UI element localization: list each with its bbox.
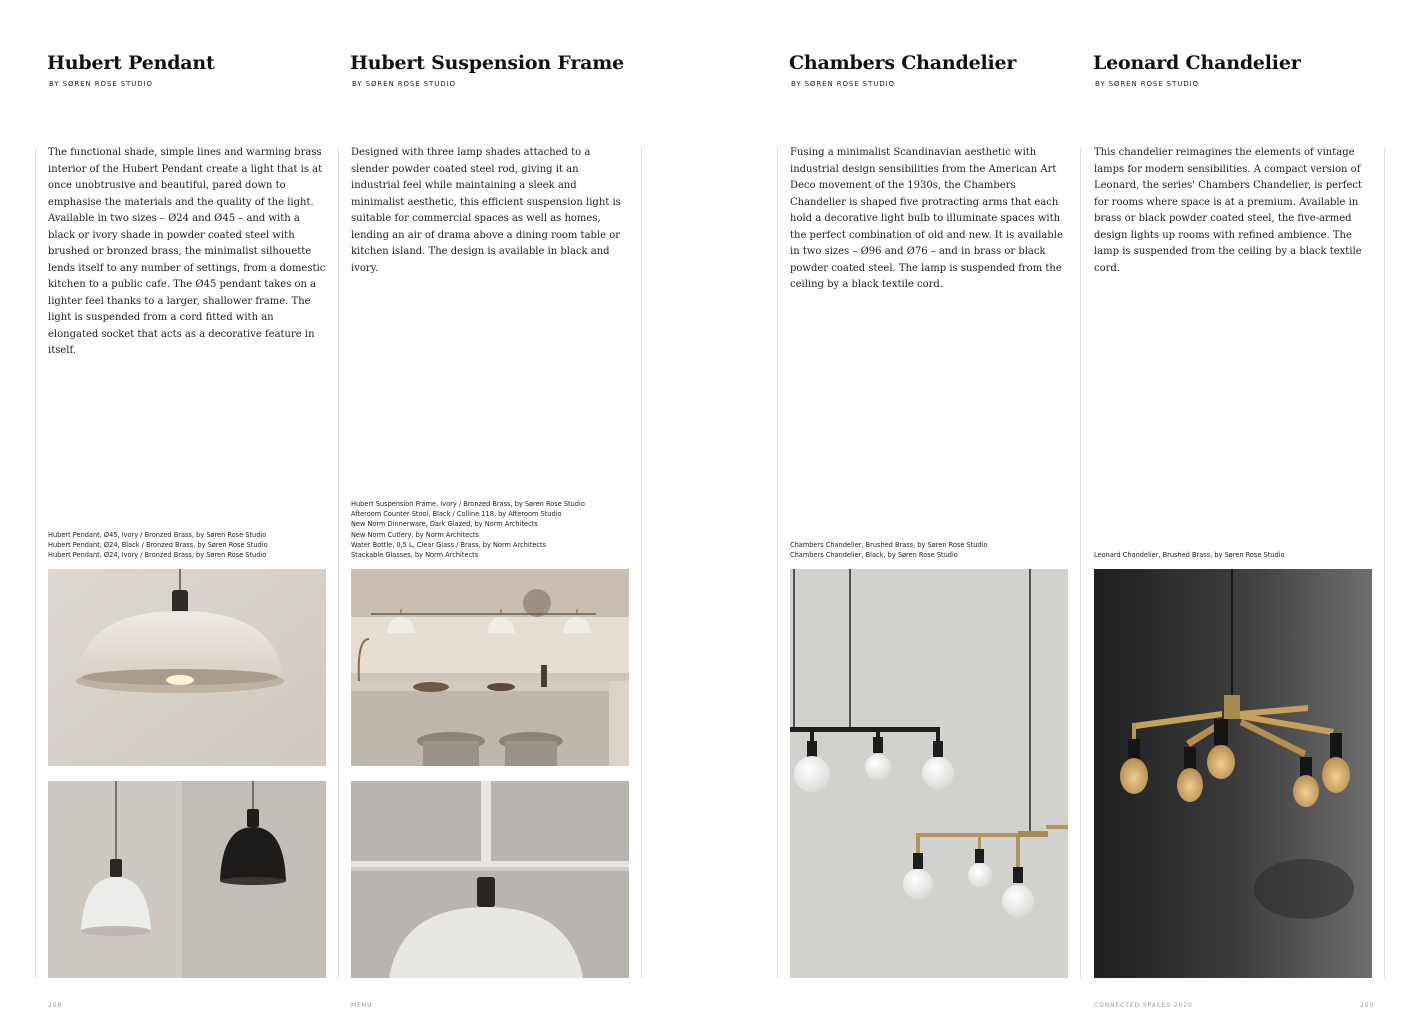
right-page-number: 209 [1360,1002,1375,1009]
product-title: Hubert Suspension Frame [350,52,625,74]
caption-line: Hubert Pendant, Ø45, Ivory / Bronzed Brass, by Søren Rose Studio [48,531,267,539]
caption-line: Hubert Pendant, Ø24, Ivory / Bronzed Brass, by Søren Rose Studio [48,551,267,560]
caption-line: Hubert Suspension Frame, Ivory / Bronzed Brass, by Søren Rose Studio [351,500,585,508]
caption-line: Chambers Chandelier, Brushed Brass, by Søren Rose Studio [790,541,988,549]
column-divider [777,148,778,978]
caption-line: Afteroom Counter Stool, Black / Colline 118, by Afteroom Studio [351,510,562,519]
column-divider [1384,148,1385,978]
photo-captions [1094,550,1394,560]
product-column-chambers-chandelier [789,0,1092,1033]
column-divider [1080,148,1081,978]
product-description: Designed with three lamp shades attached to a slender powder coated steel rod, giving it an industrial feel while maintaining a sleek and minimalist aesthetic, this efficient suspension light is suitable for commercial spaces as well as homes, lending an air of drama above a dining room table or kitchen island. The design is available in black and ivory. [351,147,621,274]
column-divider [641,148,642,978]
product-byline: BY SØREN ROSE STUDIO [791,80,895,88]
photo-hubert-pendant-pair [48,781,326,978]
photo-kitchen-scene [351,569,629,766]
product-title: Chambers Chandelier [789,52,1017,74]
product-byline: BY SØREN ROSE STUDIO [352,80,456,88]
caption-line: Leonard Chandelier, Brushed Brass, by Søren Rose Studio [1094,551,1285,559]
product-description: This chandelier reimagines the elements of vintage lamps for modern sensibilities. A compact version of Leonard, the series' Chambers Chandelier, is perfect for rooms where space is at a premium. Available in brass or black powder coated steel, the five-armed design lights up rooms with refined ambience. The lamp is suspended from the ceiling by a black textile cord. [1094,147,1363,274]
caption-line: New Norm Cutlery, by Norm Architects [351,530,479,539]
product-title: Hubert Pendant [47,52,215,74]
caption-line: Hubert Pendant, Ø24, Black / Bronzed Brass, by Søren Rose Studio [48,541,268,550]
left-page-number: 208 [48,1002,63,1009]
product-column-hubert-suspension-frame [350,0,653,1033]
photo-suspension-frame-detail [351,781,629,978]
photo-captions [790,540,1090,560]
left-section-label: MENU [351,1002,373,1009]
photo-leonard-chandelier [1094,569,1372,978]
caption-line: Stackable Glasses, by Norm Architects [351,551,479,560]
product-byline: BY SØREN ROSE STUDIO [1095,80,1199,88]
product-byline: BY SØREN ROSE STUDIO [49,80,153,88]
photo-chambers-chandeliers [790,569,1068,978]
product-title: Leonard Chandelier [1093,52,1301,74]
product-column-hubert-pendant [47,0,350,1033]
product-description: The functional shade, simple lines and warming brass interior of the Hubert Pendant create a light that is at once unobtrusive and beautiful, pared down to emphasise the materials and the quality of the light. Available in two sizes – Ø24 and Ø45 – and with a black or ivory shade in powder coated steel with brushed or bronzed brass, the minimalist silhouette lends itself to any number of settings, from a domestic kitchen to a public cafe. The Ø45 pendant takes on a lighter feel thanks to a larger, shallower frame. The light is suspended from a cord fitted with an elongated socket that acts as a decorative feature in itself. [48,147,326,356]
column-divider [35,148,36,978]
column-divider [338,148,339,978]
photo-hubert-pendant-large [48,569,326,766]
right-section-label: CONNECTED SPACES 2020 [1094,1002,1193,1009]
photo-captions [351,499,651,560]
caption-line: Water Bottle, 0,5 L, Clear Glass / Brass, by Norm Architects [351,540,547,549]
product-column-leonard-chandelier [1093,0,1396,1033]
product-description: Fusing a minimalist Scandinavian aesthetic with industrial design sensibilities from the American Art Deco movement of the 1930s, the Chambers Chandelier is shaped five protracting arms that each hold a decorative light bulb to illuminate spaces with the perfect combination of old and new. It is available in two sizes – Ø96 and Ø76 – and in brass or black powder coated steel. The lamp is suspended from the ceiling by a black textile cord. [790,147,1063,290]
photo-captions [48,530,348,561]
caption-line: Chambers Chandelier, Black, by Søren Rose Studio [790,551,958,560]
caption-line: New Norm Dinnerware, Dark Glazed, by Norm Architects [351,520,538,529]
